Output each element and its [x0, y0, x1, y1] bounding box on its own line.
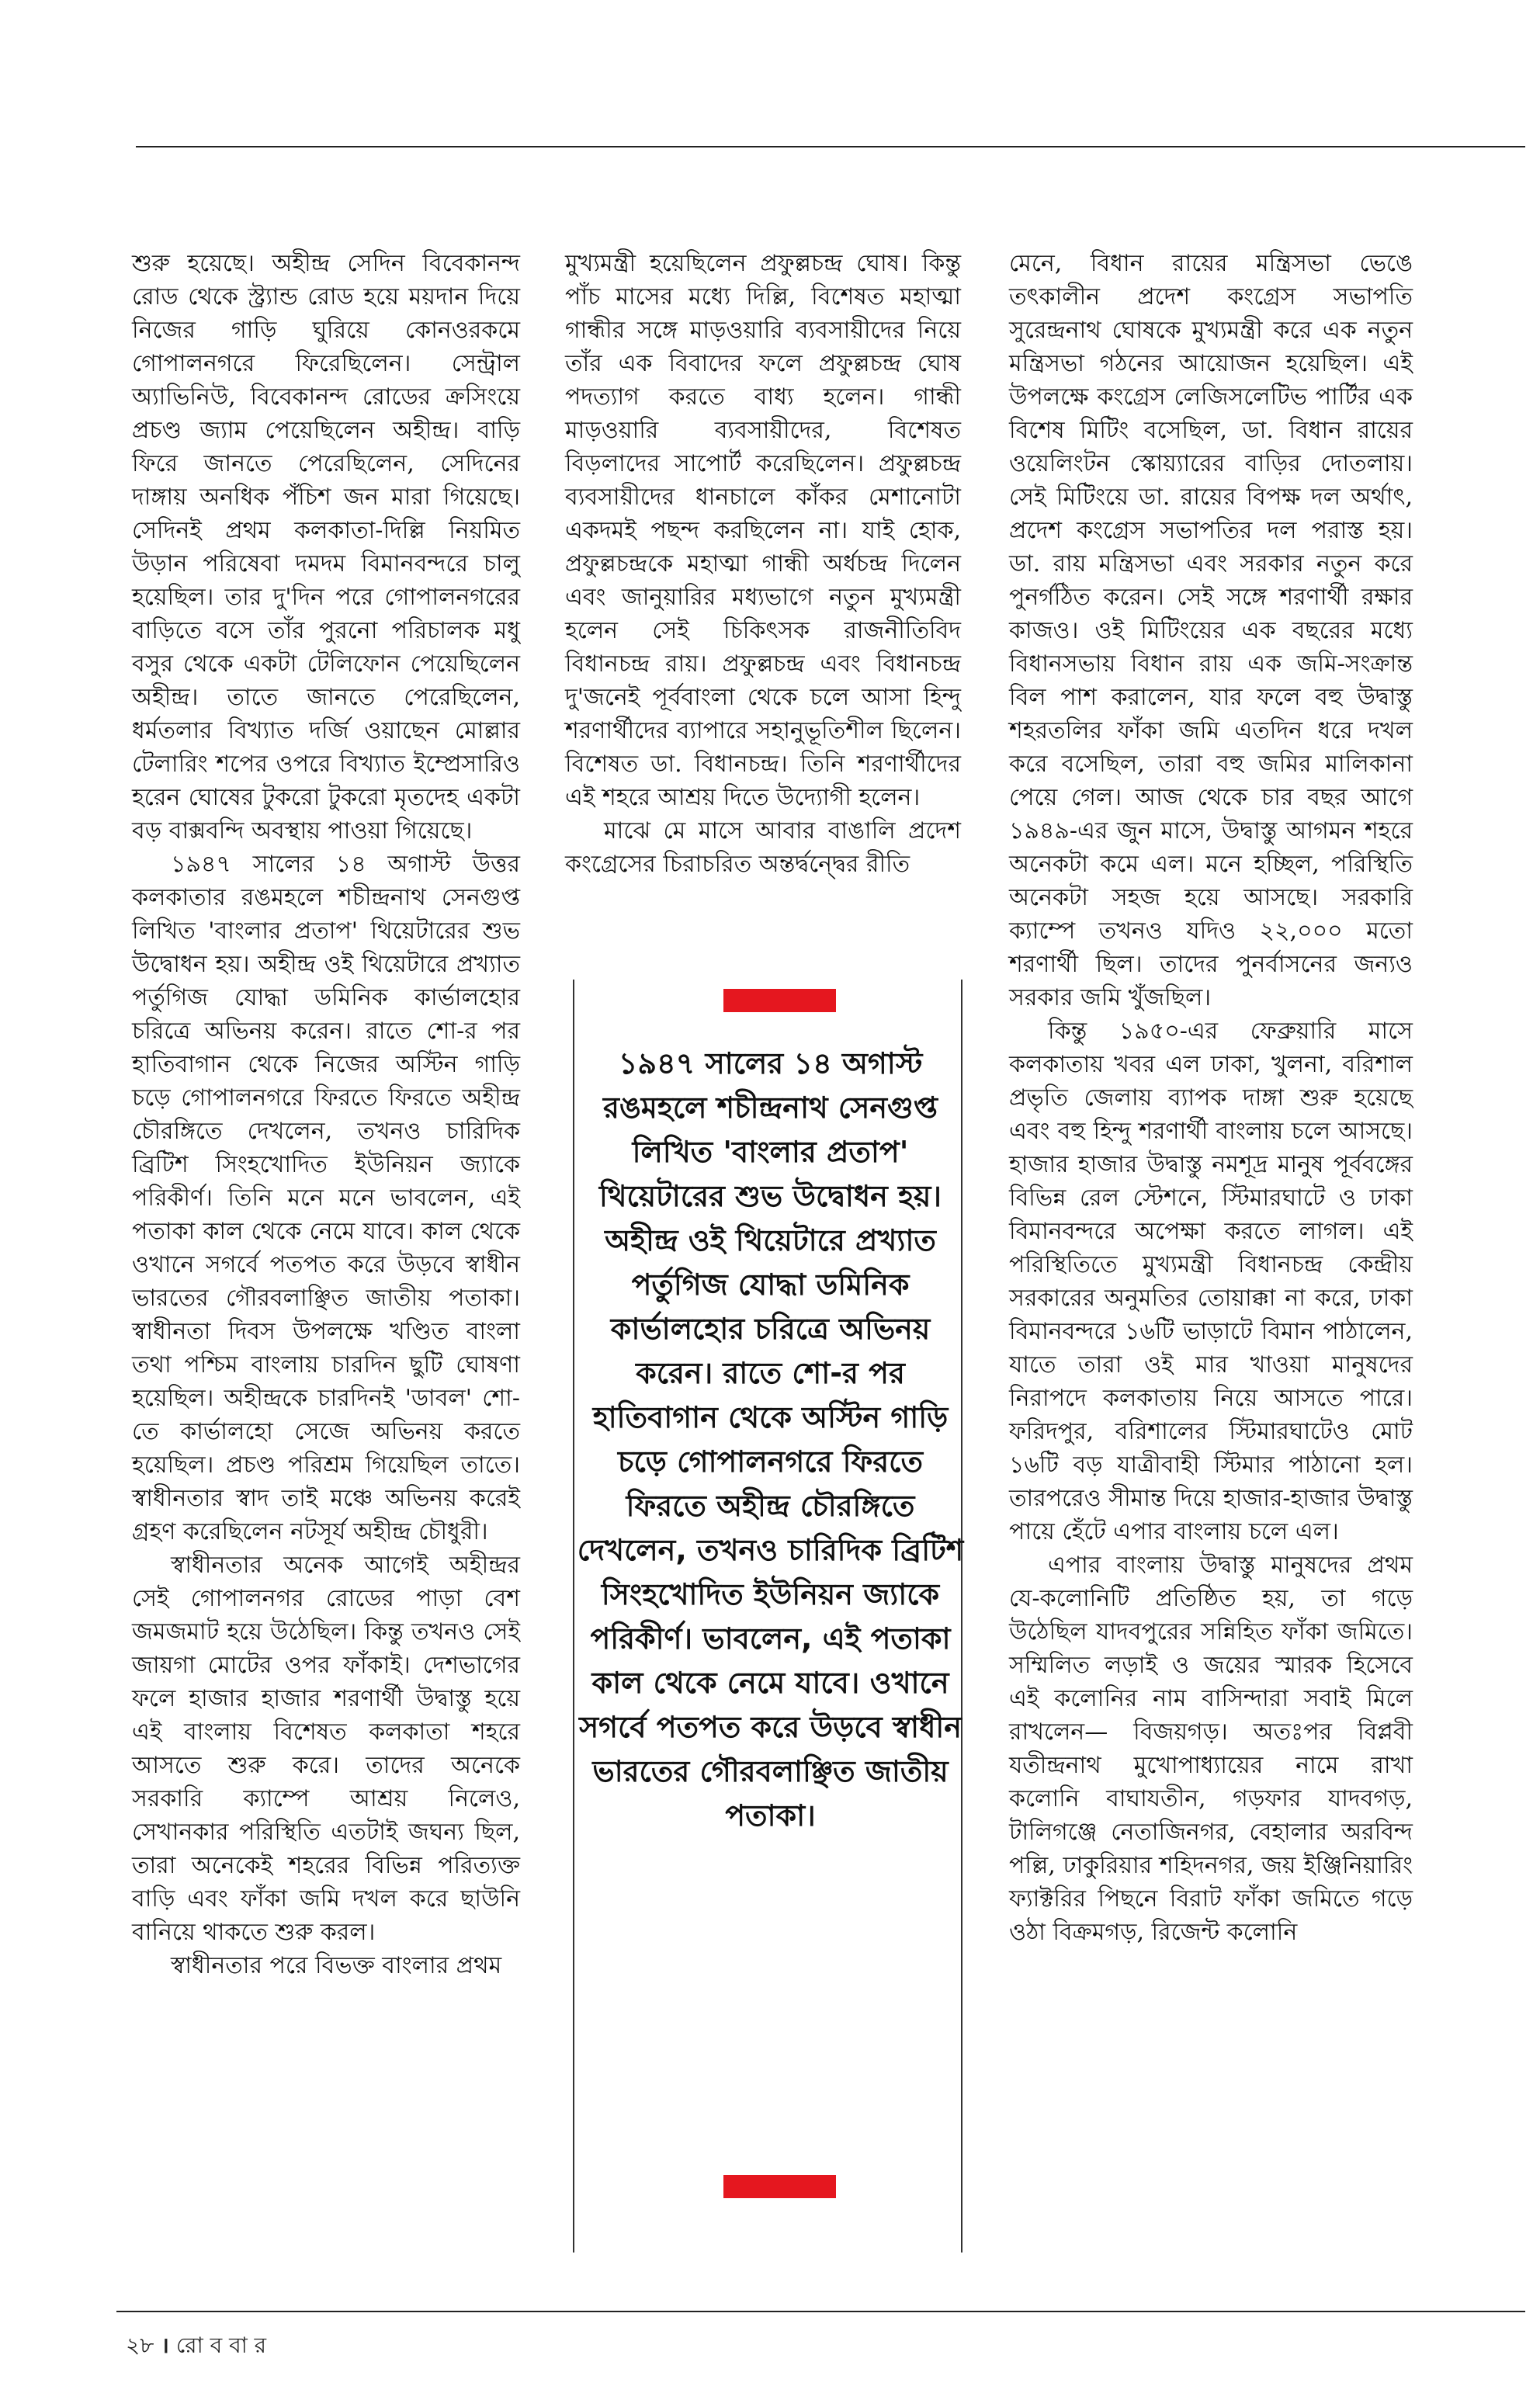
col3-paragraph-1: মেনে, বিধান রায়ের মন্ত্রিসভা ভেঙে তৎকালীন প্রদেশ কংগ্রেস সভাপতি সুরেন্দ্রনাথ ঘোষকে মুখ্যমন্ত্রী করে এক নতুন মন্ত্রিসভা গঠনের আয়োজন হয়েছিল। এই উপলক্ষে কংগ্রেস লেজিসলেটিভ পার্টির এক বিশেষ মিটিং বসেছিল, ডা. বিধান রায়ের ওয়েলিংটন স্কোয়্যারের বাড়ির দোতলায়। সেই মিটিংয়ে ডা. রায়ের বিপক্ষ দল অর্থাৎ, প্রদেশ কংগ্রেস সভাপতির দল পরাস্ত হয়। ডা. রায় মন্ত্রিসভা এবং সরকার নতুন করে পুনর্গঠিত করেন। সেই সঙ্গে শরণার্থী রক্ষার কাজও। ওই মিটিংয়ের এক বছরের মধ্যে বিধানসভায় বিধান রায় এক জমি-সংক্রান্ত বিল পাশ করালেন, যার ফলে বহু উদ্বাস্তু শহরতলির ফাঁকা জমি এতদিন ধরে দখল করে বসেছিল, তারা বহু জমির মালিকানা পেয়ে গেল। আজ থেকে চার বছর আগে ১৯৪৯-এর জুন মাসে, উদ্বাস্তু আগমন শহরে অনেকটা কমে এল। মনে হচ্ছিল, পরিস্থিতি অনেকটা সহজ হয়ে আসছে। সরকারি ক্যাম্পে তখনও যদিও ২২,০০০ মতো শরণার্থী ছিল। তাদের পুনর্বাসনের জন্যও সরকার জমি খুঁজছিল। — [1009, 250, 1413, 1011]
col1-paragraph-3: স্বাধীনতার অনেক আগেই অহীন্দ্রর সেই গোপালনগর রোডের পাড়া বেশ জমজমাট হয়ে উঠেছিল। কিন্তু তখনও সেই জায়গা মোটের ওপর ফাঁকাই। দেশভাগের ফলে হাজার হাজার শরণার্থী উদ্বাস্তু হয়ে এই বাংলায় বিশেষত কলকাতা শহরে আসতে শুরু করে। তাদের অনেকে সরকারি ক্যাম্পে আশ্রয় নিলেও, সেখানকার পরিস্থিতি এতটাই জঘন্য ছিল, তারা অনেকেই শহরের বিভিন্ন পরিত্যক্ত বাড়ি এবং ফাঁকা জমি দখল করে ছাউনি বানিয়ে থাকতে শুরু করল। — [132, 1552, 520, 1946]
column-2 — [565, 247, 961, 881]
col1-paragraph-1: শুরু হয়েছে। অহীন্দ্র সেদিন বিবেকানন্দ রোড থেকে স্ট্র্যান্ড রোড হয়ে ময়দান দিয়ে নিজের গাড়ি ঘুরিয়ে কোনওরকমে গোপালনগরে ফিরেছিলেন। সেন্ট্রাল অ্যাভিনিউ, বিবেকানন্দ রোডের ক্রসিংয়ে প্রচণ্ড জ্যাম পেয়েছিলেন অহীন্দ্র। বাড়ি ফিরে জানতে পেরেছিলেন, সেদিনের দাঙ্গায় অনধিক পঁচিশ জন মারা গিয়েছে। সেদিনই প্রথম কলকাতা-দিল্লি নিয়মিত উড়ান পরিষেবা দমদম বিমানবন্দরে চালু হয়েছিল। তার দু'দিন পরে গোপালনগরের বাড়িতে বসে তাঁর পুরনো পরিচালক মধু বসুর থেকে একটা টেলিফোন পেয়েছিলেন অহীন্দ্র। তাতে জানতে পেরেছিলেন, ধর্মতলার বিখ্যাত দর্জি ওয়াছেন মোল্লার টেলারিং শপের ওপরে বিখ্যাত ইম্প্রেসারিও হরেন ঘোষের টুকরো টুকরো মৃতদেহ একটা বড় বাক্সবন্দি অবস্থায় পাওয়া গিয়েছে। — [132, 250, 520, 844]
column-1 — [132, 247, 520, 1982]
page-number: ২৮ — [126, 2332, 154, 2358]
bottom-rule — [116, 2311, 1525, 2312]
column-3 — [1009, 247, 1413, 1949]
col2-paragraph-1: মুখ্যমন্ত্রী হয়েছিলেন প্রফুল্লচন্দ্র ঘোষ। কিন্তু পাঁচ মাসের মধ্যে দিল্লি, বিশেষত মহাত্মা গান্ধীর সঙ্গে মাড়ওয়ারি ব্যবসায়ীদের নিয়ে তাঁর এক বিবাদের ফলে প্রফুল্লচন্দ্র ঘোষ পদত্যাগ করতে বাধ্য হলেন। গান্ধী মাড়ওয়ারি ব্যবসায়ীদের, বিশেষত বিড়লাদের সাপোর্ট করেছিলেন। প্রফুল্লচন্দ্র ব্যবসায়ীদের ধানচালে কাঁকর মেশানোটা একদমই পছন্দ করছিলেন না। যাই হোক, প্রফুল্লচন্দ্রকে মহাত্মা গান্ধী অর্ধচন্দ্র দিলেন এবং জানুয়ারির মধ্যভাগে নতুন মুখ্যমন্ত্রী হলেন সেই চিকিৎসক রাজনীতিবিদ বিধানচন্দ্র রায়। প্রফুল্লচন্দ্র এবং বিধানচন্দ্র দু'জনেই পূর্ববাংলা থেকে চলে আসা হিন্দু শরণার্থীদের ব্যাপারে সহানুভূতিশীল ছিলেন। বিশেষত ডা. বিধানচন্দ্র। তিনি শরণার্থীদের এই শহরে আশ্রয় দিতে উদ্যোগী হলেন। — [565, 250, 961, 811]
col2-paragraph-2: মাঝে মে মাসে আবার বাঙালি প্রদেশ কংগ্রেসের চিরাচরিত অন্তর্দ্বন্দ্বের রীতি — [565, 817, 961, 878]
footer-separator: । — [161, 2332, 169, 2358]
pullquote-bottom-red-bar — [723, 2175, 836, 2198]
pullquote-top-red-bar — [723, 989, 836, 1012]
page-footer — [126, 2329, 266, 2365]
top-rule — [136, 146, 1525, 147]
col1-paragraph-2: ১৯৪৭ সালের ১৪ অগাস্ট উত্তর কলকাতার রঙমহলে শচীন্দ্রনাথ সেনগুপ্ত লিখিত 'বাংলার প্রতাপ' থিয়েটারের শুভ উদ্বোধন হয়। অহীন্দ্র ওই থিয়েটারে প্রখ্যাত পর্তুগিজ যোদ্ধা ডমিনিক কার্ভালহোর চরিত্রে অভিনয় করেন। রাতে শো-র পর হাতিবাগান থেকে নিজের অস্টিন গাড়ি চড়ে গোপালনগরে ফিরতে ফিরতে অহীন্দ্র চৌরঙ্গিতে দেখলেন, তখনও চারিদিক ব্রিটিশ সিংহখোদিত ইউনিয়ন জ্যাকে পরিকীর্ণ। তিনি মনে মনে ভাবলেন, এই পতাকা কাল থেকে নেমে যাবে। কাল থেকে ওখানে সগর্বে পতপত করে উড়বে স্বাধীন ভারতের গৌরবলাঞ্ছিত জাতীয় পতাকা। স্বাধীনতা দিবস উপলক্ষে খণ্ডিত বাংলা তথা পশ্চিম বাংলায় চারদিন ছুটি ঘোষণা হয়েছিল। অহীন্দ্রকে চারদিনই 'ডাবল' শো-তে কার্ভালহো সেজে অভিনয় করতে হয়েছিল। প্রচণ্ড পরিশ্রম গিয়েছিল তাতে। স্বাধীনতার স্বাদ তাই মঞ্চে অভিনয় করেই গ্রহণ করেছিলেন নটসূর্য অহীন্দ্র চৌধুরী। — [132, 851, 520, 1545]
magazine-name: রো ব বা র — [175, 2332, 267, 2358]
pullquote-text: ১৯৪৭ সালের ১৪ অগাস্ট রঙমহলে শচীন্দ্রনাথ সেনগুপ্ত লিখিত 'বাংলার প্রতাপ' থিয়েটারের শুভ উদ্বোধন হয়। অহীন্দ্র ওই থিয়েটারে প্রখ্যাত পর্তুগিজ যোদ্ধা ডমিনিক কার্ভালহোর চরিত্রে অভিনয় করেন। রাতে শো-র পর হাতিবাগান থেকে অস্টিন গাড়ি চড়ে গোপালনগরে ফিরতে ফিরতে অহীন্দ্র চৌরঙ্গিতে দেখলেন, তখনও চারিদিক ব্রিটিশ সিংহখোদিত ইউনিয়ন জ্যাকে পরিকীর্ণ। ভাবলেন, এই পতাকা কাল থেকে নেমে যাবে। ওখানে সগর্বে পতপত করে উড়বে স্বাধীন ভারতের গৌরবলাঞ্ছিত জাতীয় পতাকা। — [577, 1046, 964, 1833]
col3-paragraph-3: এপার বাংলায় উদ্বাস্তু মানুষদের প্রথম যে-কলোনিটি প্রতিষ্ঠিত হয়, তা গড়ে উঠেছিল যাদবপুরের সন্নিহিত ফাঁকা জমিতে। সম্মিলিত লড়াই ও জয়ের স্মারক হিসেবে এই কলোনির নাম বাসিন্দারা সবাই মিলে রাখলেন— বিজয়গড়। অতঃপর বিপ্লবী যতীন্দ্রনাথ মুখোপাধ্যায়ের নামে রাখা কলোনি বাঘাযতীন, গড়ফার যাদবগড়, টালিগঞ্জে নেতাজিনগর, বেহালার অরবিন্দ পল্লি, ঢাকুরিয়ার শহিদনগর, জয় ইঞ্জিনিয়ারিং ফ্যাক্টরির পিছনে বিরাট ফাঁকা জমিতে গড়ে ওঠা বিক্রমগড়, রিজেন্ট কলোনি — [1009, 1552, 1413, 1946]
col1-paragraph-4: স্বাধীনতার পরে বিভক্ত বাংলার প্রথম — [171, 1952, 502, 1979]
pull-quote — [574, 980, 966, 2253]
col3-paragraph-2: কিন্তু ১৯৫০-এর ফেব্রুয়ারি মাসে কলকাতায় খবর এল ঢাকা, খুলনা, বরিশাল প্রভৃতি জেলায় ব্যাপক দাঙ্গা শুরু হয়েছে এবং বহু হিন্দু শরণার্থী বাংলায় চলে আসছে। হাজার হাজার উদ্বাস্তু নমশূদ্র মানুষ পূর্ববঙ্গের বিভিন্ন রেল স্টেশনে, স্টিমারঘাটে ও ঢাকা বিমানবন্দরে অপেক্ষা করতে লাগল। এই পরিস্থিতিতে মুখ্যমন্ত্রী বিধানচন্দ্র কেন্দ্রীয় সরকারের অনুমতির তোয়াক্কা না করে, ঢাকা বিমানবন্দরে ১৬টি ভাড়াটে বিমান পাঠালেন, যাতে তারা ওই মার খাওয়া মানুষদের নিরাপদে কলকাতায় নিয়ে আসতে পারে। ফরিদপুর, বরিশালের স্টিমারঘাটেও মোট ১৬টি বড় যাত্রীবাহী স্টিমার পাঠানো হল। তারপরেও সীমান্ত দিয়ে হাজার-হাজার উদ্বাস্তু পায়ে হেঁটে এপার বাংলায় চলে এল। — [1009, 1018, 1413, 1545]
